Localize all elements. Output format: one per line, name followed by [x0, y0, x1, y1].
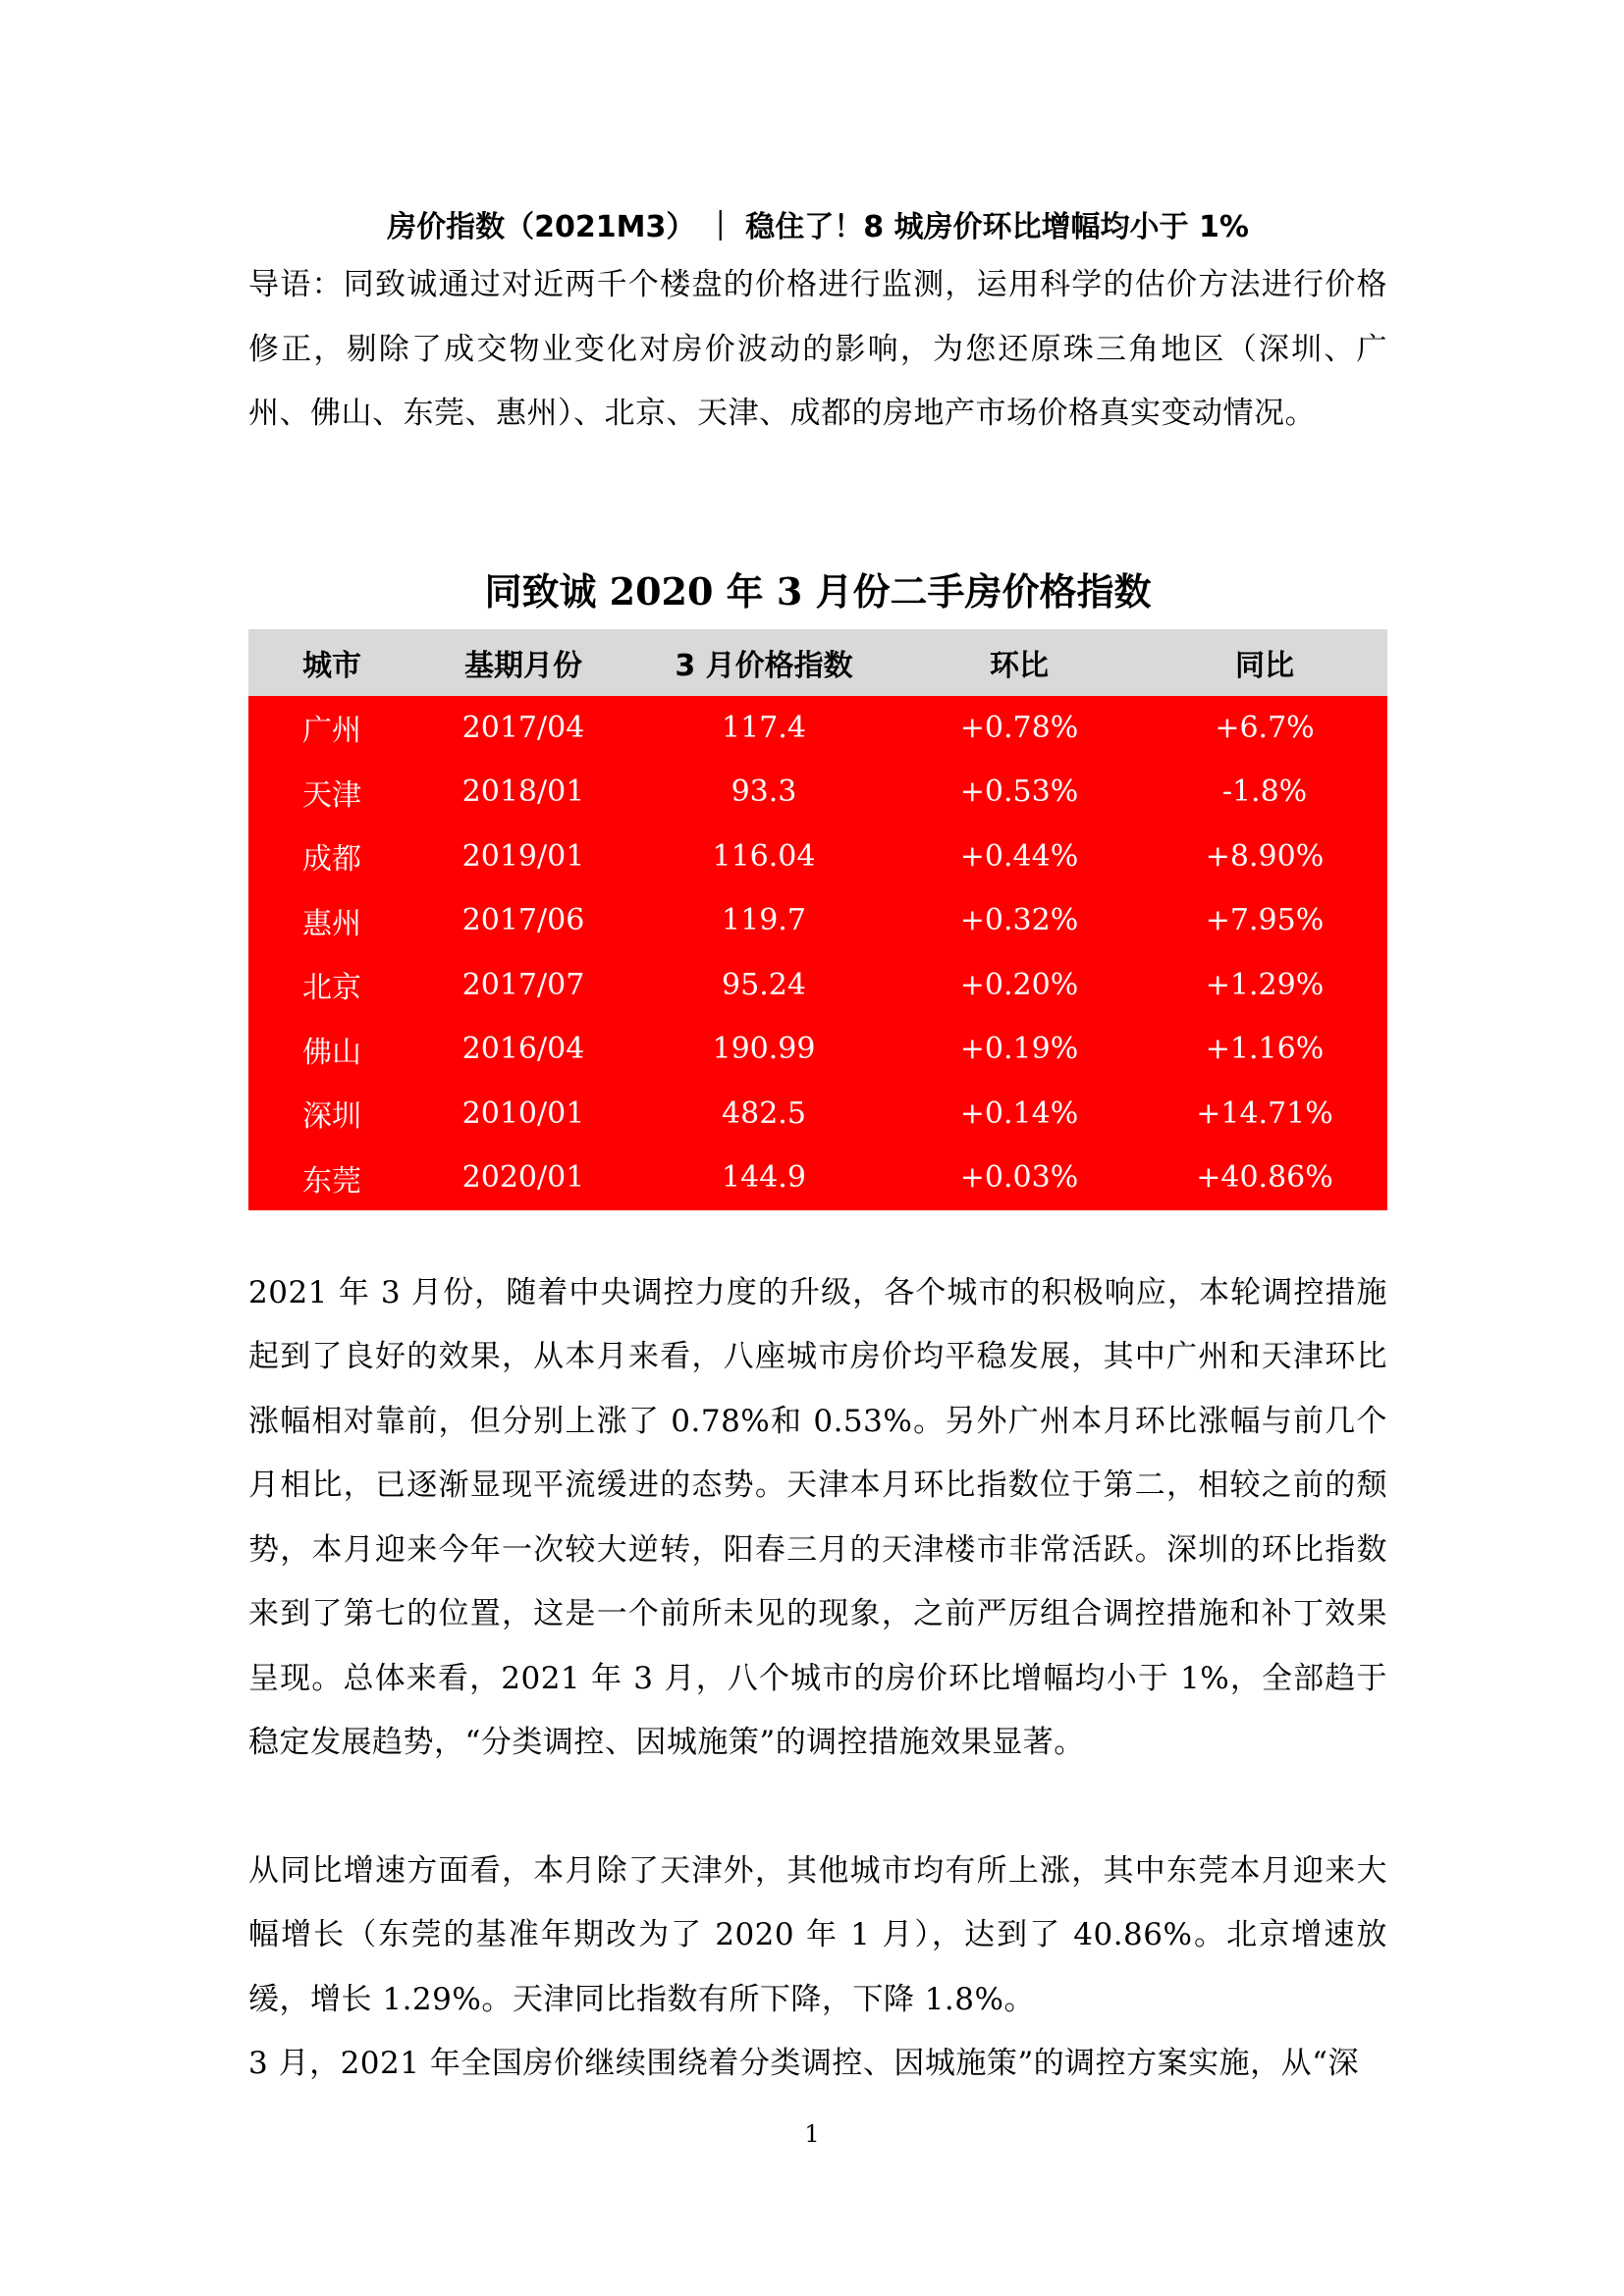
cell-base-month: 2017/06 — [415, 888, 631, 953]
header-mom: 环比 — [896, 629, 1142, 696]
table-row — [248, 1017, 1387, 1082]
intro-paragraph: 导语：同致诚通过对近两千个楼盘的价格进行监测，运用科学的估价方法进行价格修正，剔除了成交物业变化对房价波动的影响，为您还原珠三角地区（深圳、广州、佛山、东莞、惠州）、北京、天津、成都的房地产市场价格真实变动情况。 — [248, 267, 1387, 431]
table-row — [248, 953, 1387, 1018]
cell-yoy: +14.71% — [1142, 1082, 1387, 1147]
cell-base-month: 2010/01 — [415, 1082, 631, 1147]
price-index-table — [248, 629, 1387, 1210]
table-row — [248, 825, 1387, 889]
cell-yoy: +8.90% — [1142, 825, 1387, 889]
cell-index: 95.24 — [631, 953, 896, 1018]
cell-mom: +0.32% — [896, 888, 1142, 953]
cell-city: 佛山 — [248, 1017, 415, 1082]
cell-mom: +0.14% — [896, 1082, 1142, 1147]
document-title: 房价指数（2021M3） ｜ 稳住了！8 城房价环比增幅均小于 1% — [387, 210, 1249, 244]
body-paragraph: 3 月，2021 年全国房价继续围绕着分类调控、因城施策”的调控方案实施，从“深 — [248, 2046, 1360, 2081]
cell-base-month: 2017/04 — [415, 696, 631, 761]
table-row — [248, 696, 1387, 761]
cell-city: 成都 — [248, 825, 415, 889]
cell-city: 天津 — [248, 760, 415, 825]
paragraph-spacer — [248, 1776, 1387, 1840]
article-body — [248, 1261, 1387, 2097]
header-base-month: 基期月份 — [415, 629, 631, 696]
cell-mom: +0.53% — [896, 760, 1142, 825]
page-number: 1 — [804, 2120, 820, 2148]
cell-mom: +0.44% — [896, 825, 1142, 889]
cell-base-month: 2019/01 — [415, 825, 631, 889]
cell-yoy: -1.8% — [1142, 760, 1387, 825]
table-row — [248, 888, 1387, 953]
header-index: 3 月价格指数 — [631, 629, 896, 696]
cell-mom: +0.03% — [896, 1146, 1142, 1210]
body-paragraph: 从同比增速方面看，本月除了天津外，其他城市均有所上涨，其中东莞本月迎来大幅增长（东莞的基准年期改为了 2020 年 1 月），达到了 40.86%。北京增速放缓，增长 1.29%。天津同比指数有所下降，下降 1.8%。 — [248, 1852, 1387, 2017]
cell-mom: +0.20% — [896, 953, 1142, 1018]
cell-index: 482.5 — [631, 1082, 896, 1147]
cell-base-month: 2020/01 — [415, 1146, 631, 1210]
table-row — [248, 1082, 1387, 1147]
cell-index: 117.4 — [631, 696, 896, 761]
cell-index: 119.7 — [631, 888, 896, 953]
table-header-row — [248, 629, 1387, 696]
document-page — [248, 206, 1387, 2097]
cell-city: 北京 — [248, 953, 415, 1018]
cell-base-month: 2018/01 — [415, 760, 631, 825]
cell-yoy: +6.7% — [1142, 696, 1387, 761]
cell-yoy: +7.95% — [1142, 888, 1387, 953]
table-title: 同致诚 2020 年 3 月份二手房价格指数 — [484, 568, 1152, 614]
cell-index: 116.04 — [631, 825, 896, 889]
cell-index: 144.9 — [631, 1146, 896, 1210]
cell-yoy: +40.86% — [1142, 1146, 1387, 1210]
cell-city: 深圳 — [248, 1082, 415, 1147]
cell-yoy: +1.16% — [1142, 1017, 1387, 1082]
cell-city: 广州 — [248, 696, 415, 761]
table-row — [248, 1146, 1387, 1210]
header-yoy: 同比 — [1142, 629, 1387, 696]
cell-mom: +0.78% — [896, 696, 1142, 761]
cell-city: 东莞 — [248, 1146, 415, 1210]
header-city: 城市 — [248, 629, 415, 696]
table-row — [248, 760, 1387, 825]
body-paragraph: 2021 年 3 月份，随着中央调控力度的升级，各个城市的积极响应，本轮调控措施起到了良好的效果，从本月来看，八座城市房价均平稳发展，其中广州和天津环比涨幅相对靠前，但分别上涨了 0.78%和 0.53%。另外广州本月环比涨幅与前几个月相比，已逐渐显现平流缓进的态势。天津本月环比指数位于第二，相较之前的颓势，本月迎来今年一次较大逆转，阳春三月的天津楼市非常活跃。深圳的环比指数来到了第七的位置，这是一个前所未见的现象，之前严厉组合调控措施和补丁效果呈现。总体来看，2021 年 3 月，八个城市的房价环比增幅均小于 1%，全部趋于稳定发展趋势，“分类调控、因城施策”的调控措施效果显著。 — [248, 1274, 1387, 1760]
cell-city: 惠州 — [248, 888, 415, 953]
cell-index: 190.99 — [631, 1017, 896, 1082]
cell-mom: +0.19% — [896, 1017, 1142, 1082]
cell-base-month: 2016/04 — [415, 1017, 631, 1082]
cell-index: 93.3 — [631, 760, 896, 825]
cell-base-month: 2017/07 — [415, 953, 631, 1018]
cell-yoy: +1.29% — [1142, 953, 1387, 1018]
